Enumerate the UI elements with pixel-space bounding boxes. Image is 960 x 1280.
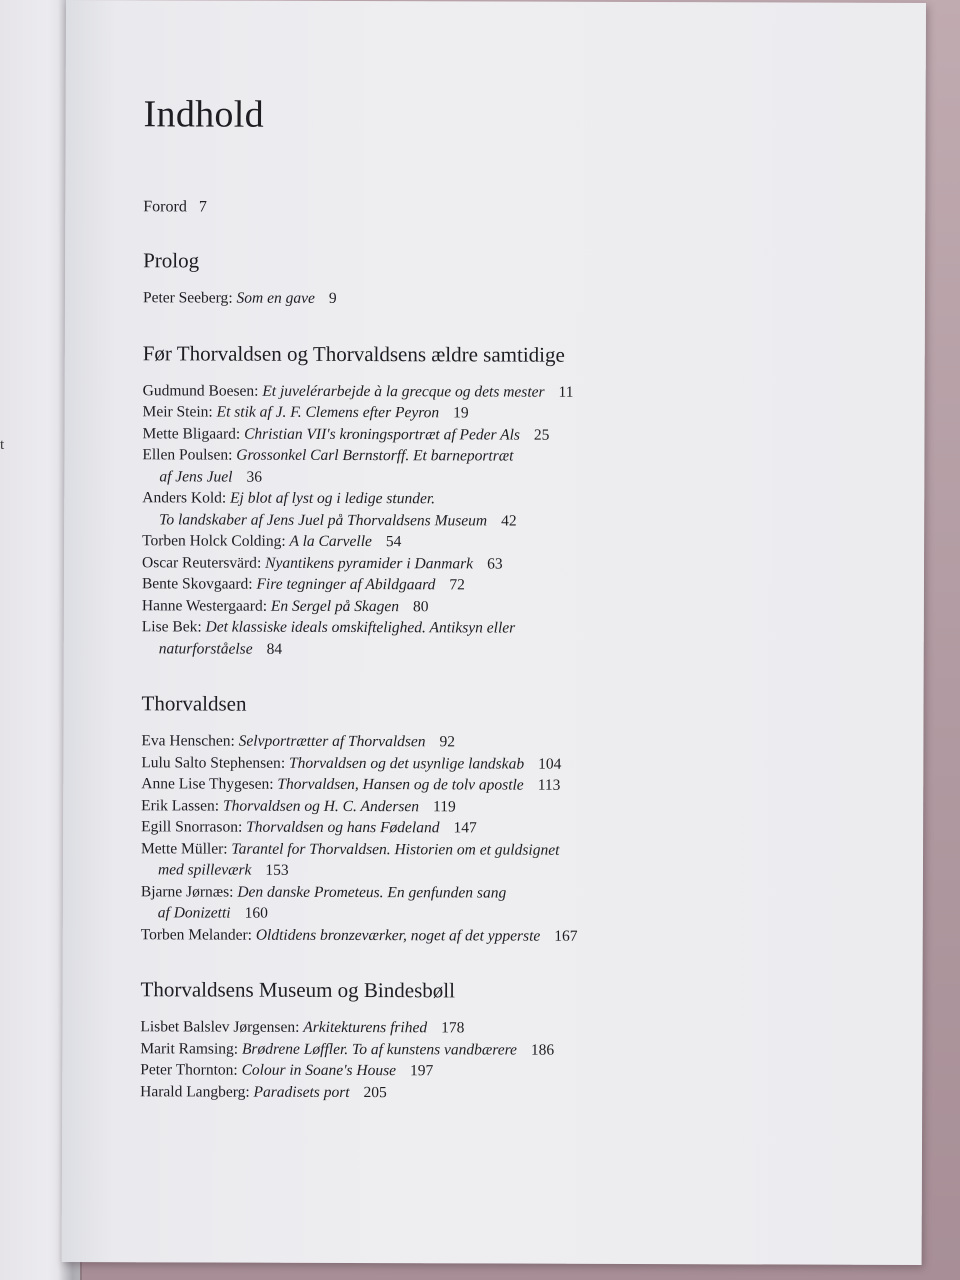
section-entry-list xyxy=(143,287,743,311)
entry-page-number: 25 xyxy=(533,426,550,444)
entry-essay-title-continued xyxy=(142,466,742,490)
entry-essay-title: Fire tegninger af Abildgaard xyxy=(256,575,436,594)
toc-title: Indhold xyxy=(143,93,264,136)
entry-author: Anders Kold xyxy=(142,489,222,507)
section-entry-list xyxy=(142,380,743,662)
entry-essay-title: Nyantikens pyramider i Danmark xyxy=(265,554,474,572)
entry-page-number: 9 xyxy=(328,289,337,307)
section-heading: Thorvaldsens Museum og Bindesbøll xyxy=(140,977,455,1003)
entry-page-number: 167 xyxy=(554,927,578,945)
entry-essay-title: Christian VII's kroningsportræt af Peder Als xyxy=(244,425,520,444)
toc-entry: Egill Snorrason: Thorvaldsen og hans Fødeland 147 xyxy=(141,818,477,837)
toc-entry: Lulu Salto Stephensen: Thorvaldsen og det usynlige landskab 104 xyxy=(141,753,562,773)
entry-essay-title-cont-text: af Donizetti xyxy=(157,904,231,922)
toc-entry: Peter Seeberg: Som en gave 9 xyxy=(142,289,337,307)
entry-essay-title-continued xyxy=(141,902,741,926)
entry-author: Marit Ramsing xyxy=(140,1039,234,1058)
entry-essay-title: Som en gave xyxy=(236,289,315,307)
toc-entry: Mette Müller: Tarantel for Thorvaldsen. Historien om et guldsignet med spilleværk 153 xyxy=(141,838,741,883)
entry-essay-title: Thorvaldsen og H. C. Andersen xyxy=(222,797,420,815)
entry-essay-title: Et juvelérarbejde à la grecque og dets mester xyxy=(262,382,545,401)
forord-label: Forord xyxy=(143,198,187,216)
section-entry-list xyxy=(141,730,742,947)
entry-page-number: 92 xyxy=(439,733,456,751)
entry-author: Lulu Salto Stephensen xyxy=(141,753,281,772)
entry-essay-title: Det klassiske ideals omskiftelighed. Antiksyn eller xyxy=(205,618,516,637)
entry-author: Bjarne Jørnæs xyxy=(140,882,230,901)
entry-page-number: 11 xyxy=(558,383,574,401)
entry-author: Torben Melander xyxy=(140,925,248,944)
entry-author: Anne Lise Thygesen xyxy=(141,775,270,793)
entry-author: Meir Stein xyxy=(142,403,209,421)
section-heading: Prolog xyxy=(143,248,200,273)
entry-essay-title: Thorvaldsen, Hansen og de tolv apostle xyxy=(277,775,524,794)
entry-essay-title-continued xyxy=(142,638,742,662)
entry-page-number: 153 xyxy=(265,861,289,879)
entry-page-number: 205 xyxy=(363,1083,387,1101)
toc-entry: Peter Thornton: Colour in Soane's House 197 xyxy=(140,1061,434,1080)
toc-entry: Marit Ramsing: Brødrene Løffler. To af kunstens vandbærere 186 xyxy=(140,1039,555,1059)
entry-essay-title: Et stik af J. F. Clemens efter Peyron xyxy=(216,403,440,422)
entry-page-number: 54 xyxy=(385,533,402,551)
entry-essay-title: Paradisets port xyxy=(253,1083,350,1101)
entry-page-number: 147 xyxy=(453,819,477,837)
entry-essay-title: A la Carvelle xyxy=(289,532,372,551)
entry-essay-title: Arkitekturens frihed xyxy=(303,1018,428,1037)
toc-entry: Lisbet Balslev Jørgensen: Arkitekturens frihed 178 xyxy=(140,1018,465,1037)
toc-entry: Torben Melander: Oldtidens bronzeværker, noget af det ypperste 167 xyxy=(140,925,578,945)
entry-page-number: 104 xyxy=(538,755,562,773)
entry-page-number: 119 xyxy=(433,797,456,815)
entry-essay-title-continued xyxy=(141,859,741,883)
entry-author: Egill Snorrason xyxy=(141,818,239,836)
entry-essay-title: Colour in Soane's House xyxy=(241,1061,397,1080)
entry-author: Lise Bek xyxy=(141,618,198,636)
entry-essay-title: Thorvaldsen og det usynlige landskab xyxy=(288,754,525,773)
toc-entry: Anne Lise Thygesen: Thorvaldsen, Hansen og de tolv apostle 113 xyxy=(141,775,561,794)
section-entry-list xyxy=(140,1016,740,1104)
table-of-contents xyxy=(140,92,744,1136)
entry-author: Bente Skovgaard xyxy=(141,575,249,593)
book-page xyxy=(62,0,926,1265)
entry-essay-title: Grossonkel Carl Bernstorff. Et barneportræt xyxy=(236,446,514,465)
forord-page-number: 7 xyxy=(198,198,207,216)
toc-entry: Eva Henschen: Selvportrætter af Thorvaldsen 92 xyxy=(141,732,456,751)
entry-page-number: 42 xyxy=(501,512,517,530)
entry-page-number: 19 xyxy=(453,404,469,422)
entry-page-number: 36 xyxy=(246,468,263,486)
entry-page-number: 63 xyxy=(487,554,503,573)
entry-essay-title: Tarantel for Thorvaldsen. Historien om et guldsignet xyxy=(231,840,560,859)
entry-essay-title: Brødrene Løffler. To af kunstens vandbærere xyxy=(241,1040,517,1059)
entry-essay-title: Oldtidens bronzeværker, noget af det ypperste xyxy=(255,926,541,945)
toc-entry: Anders Kold: Ej blot af lyst og i ledige stunder. To landskaber af Jens Juel på Thorvaldsens Museum 42 xyxy=(142,487,742,532)
entry-essay-title-cont-text: naturforståelse xyxy=(158,639,253,658)
toc-entry: Lise Bek: Det klassiske ideals omskiftelighed. Antiksyn eller naturforståelse 84 xyxy=(142,616,742,661)
entry-essay-title-continued xyxy=(142,509,742,533)
entry-author: Peter Thornton xyxy=(140,1061,234,1079)
toc-entry: Meir Stein: Et stik af J. F. Clemens efter Peyron 19 xyxy=(142,403,469,422)
toc-sections xyxy=(140,248,743,1104)
entry-page-number: 160 xyxy=(244,904,268,922)
section-heading: Før Thorvaldsen og Thorvaldsens ældre samtidige xyxy=(142,340,565,367)
toc-entry: Gudmund Boesen: Et juvelérarbejde à la grecque og dets mester 11 xyxy=(142,381,574,401)
toc-entry-forord xyxy=(143,198,743,218)
toc-entry: Erik Lassen: Thorvaldsen og H. C. Andersen 119 xyxy=(141,796,456,815)
entry-author: Erik Lassen xyxy=(141,796,215,815)
entry-essay-title-cont-text: af Jens Juel xyxy=(159,467,233,486)
entry-essay-title: En Sergel på Skagen xyxy=(270,597,400,615)
section-heading: Thorvaldsen xyxy=(141,691,247,716)
toc-entry: Hanne Westergaard: En Sergel på Skagen 80 xyxy=(141,596,429,615)
entry-author: Lisbet Balslev Jørgensen xyxy=(140,1018,296,1036)
entry-page-number: 186 xyxy=(530,1041,555,1059)
entry-essay-title: Thorvaldsen og hans Fødeland xyxy=(246,818,440,837)
toc-entry: Torben Holck Colding: A la Carvelle 54 xyxy=(142,532,402,551)
entry-page-number: 72 xyxy=(449,576,465,594)
entry-author: Oscar Reutersvärd xyxy=(142,553,257,572)
toc-entry: Mette Bligaard: Christian VII's kroningsportræt af Peder Als 25 xyxy=(142,424,550,444)
toc-entry: Ellen Poulsen: Grossonkel Carl Bernstorff. Et barneportræt af Jens Juel 36 xyxy=(142,444,742,489)
entry-author: Harald Langberg xyxy=(140,1082,246,1101)
left-page-text-fragment: t xyxy=(0,437,5,453)
entry-author: Gudmund Boesen xyxy=(142,381,255,400)
entry-author: Peter Seeberg xyxy=(142,289,229,307)
entry-essay-title-cont-text: To landskaber af Jens Juel på Thorvaldsens Museum xyxy=(159,510,488,529)
entry-author: Ellen Poulsen xyxy=(142,446,229,464)
entry-author: Mette Müller xyxy=(141,839,224,858)
entry-page-number: 80 xyxy=(413,597,429,615)
entry-essay-title: Ej blot af lyst og i ledige stunder. xyxy=(230,489,436,508)
toc-entry: Oscar Reutersvärd: Nyantikens pyramider i Danmark 63 xyxy=(142,553,503,573)
entry-essay-title: Selvportrætter af Thorvaldsen xyxy=(238,732,426,751)
entry-author: Eva Henschen xyxy=(141,732,231,750)
entry-essay-title-cont-text: med spilleværk xyxy=(157,861,252,879)
toc-entry: Bente Skovgaard: Fire tegninger af Abildgaard 72 xyxy=(141,575,465,594)
entry-author: Hanne Westergaard xyxy=(141,596,263,615)
entry-page-number: 84 xyxy=(266,640,283,658)
entry-author: Mette Bligaard xyxy=(142,424,236,443)
entry-author: Torben Holck Colding xyxy=(142,532,282,550)
entry-page-number: 178 xyxy=(441,1019,465,1037)
entry-essay-title: Den danske Prometeus. En genfunden sang xyxy=(237,883,507,902)
toc-entry: Bjarne Jørnæs: Den danske Prometeus. En genfunden sang af Donizetti 160 xyxy=(141,881,741,926)
entry-page-number: 197 xyxy=(410,1062,434,1080)
entry-page-number: 113 xyxy=(537,776,561,794)
toc-entry: Harald Langberg: Paradisets port 205 xyxy=(140,1082,387,1101)
